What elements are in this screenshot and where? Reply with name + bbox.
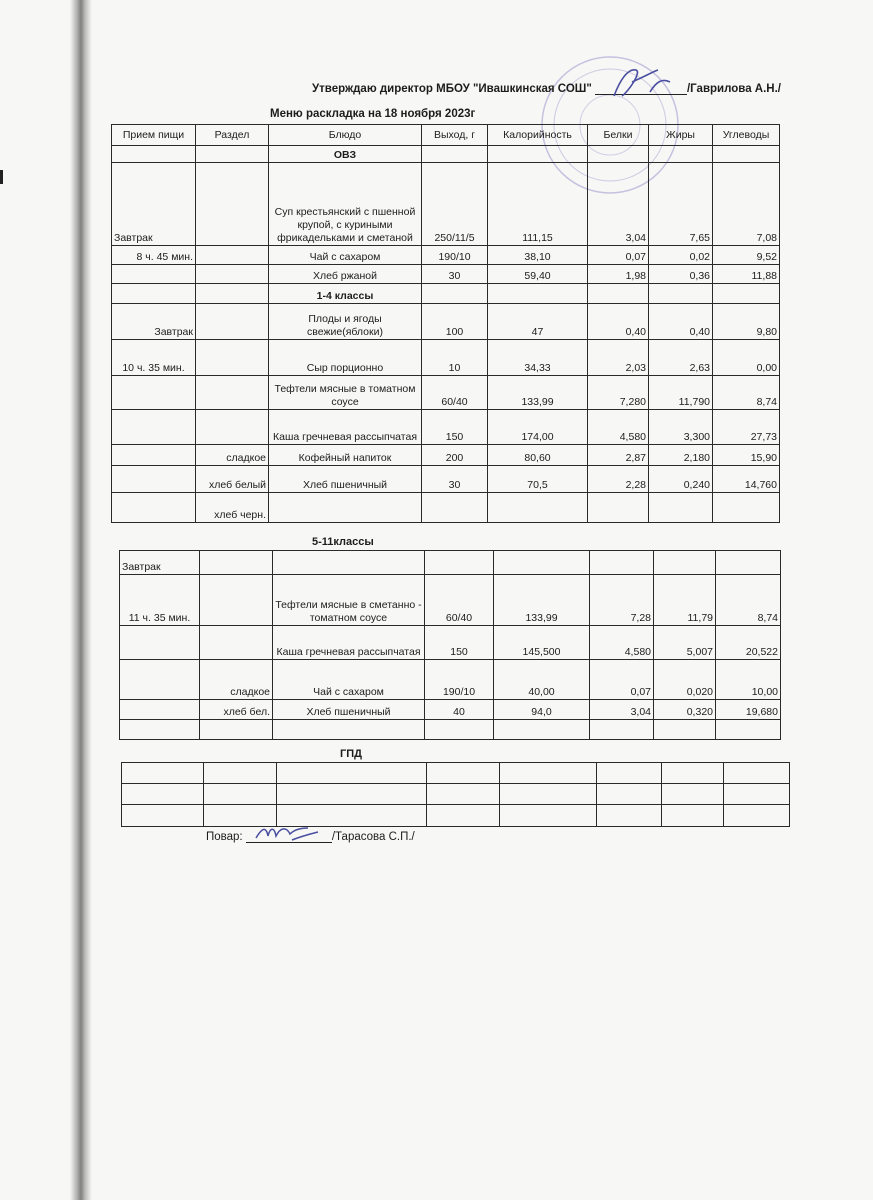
carbs: 20,522: [716, 626, 781, 660]
section: [200, 575, 273, 626]
fat: 2,63: [649, 340, 713, 376]
kcal: 59,40: [488, 265, 588, 284]
col-section: Раздел: [196, 125, 269, 146]
carbs: 9,52: [713, 246, 780, 265]
output: 60/40: [422, 376, 488, 410]
table-row: [112, 265, 780, 284]
section-row-ovz: [112, 146, 780, 163]
table-row: [120, 720, 781, 740]
carbs: 9,80: [713, 304, 780, 340]
table-row: [120, 626, 781, 660]
col-protein: Белки: [588, 125, 649, 146]
page-title: Меню раскладка на 18 ноября 2023г: [270, 108, 476, 120]
table-row: [122, 763, 790, 784]
cook-name: /Тарасова С.П./: [331, 831, 415, 843]
kcal: 40,00: [494, 660, 590, 700]
scan-corner-mark: [0, 170, 3, 184]
carbs: 8,74: [713, 376, 780, 410]
approval-text: Утверждаю директор МБОУ "Ивашкинская СОШ": [312, 83, 592, 95]
menu-table-5-11: [119, 550, 781, 740]
fat: 0,40: [649, 304, 713, 340]
dish: Тефтели мясные в томатном соусе: [269, 376, 422, 410]
protein: 4,580: [588, 410, 649, 445]
col-carbs: Углеводы: [713, 125, 780, 146]
carbs: 19,680: [716, 700, 781, 720]
dish: Хлеб пшеничный: [273, 700, 425, 720]
fat: 0,240: [649, 466, 713, 493]
table-row: [112, 445, 780, 466]
table-row: [112, 376, 780, 410]
meal-time: 10 ч. 35 мин.: [112, 340, 196, 376]
output: 150: [422, 410, 488, 445]
fat: 2,180: [649, 445, 713, 466]
section-gpd: ГПД: [340, 748, 362, 760]
table-row: [112, 493, 780, 523]
fat: 3,300: [649, 410, 713, 445]
carbs: 8,74: [716, 575, 781, 626]
kcal: 174,00: [488, 410, 588, 445]
kcal: 38,10: [488, 246, 588, 265]
carbs: 11,88: [713, 265, 780, 284]
meal-name: Завтрак: [112, 304, 196, 340]
menu-table-gpd: [121, 762, 790, 827]
fat: 11,790: [649, 376, 713, 410]
protein: 2,03: [588, 340, 649, 376]
output: 40: [425, 700, 494, 720]
protein: 7,28: [590, 575, 654, 626]
carbs: 7,08: [713, 163, 780, 246]
table-row: [112, 246, 780, 265]
kcal: 133,99: [488, 376, 588, 410]
fat: 11,79: [654, 575, 716, 626]
table-row: [120, 660, 781, 700]
dish: Сыр порционно: [269, 340, 422, 376]
table-row: [112, 410, 780, 445]
col-kcal: Калорийность: [488, 125, 588, 146]
dish: Хлеб пшеничный: [269, 466, 422, 493]
kcal: 94,0: [494, 700, 590, 720]
section-row-1-4: [112, 284, 780, 304]
fat: 7,65: [649, 163, 713, 246]
output: 200: [422, 445, 488, 466]
section: [196, 340, 269, 376]
carbs: 0,00: [713, 340, 780, 376]
table-row: [112, 466, 780, 493]
protein: 0,07: [588, 246, 649, 265]
protein: 4,580: [590, 626, 654, 660]
carbs: 15,90: [713, 445, 780, 466]
kcal: 34,33: [488, 340, 588, 376]
output: 10: [422, 340, 488, 376]
dish: Кофейный напиток: [269, 445, 422, 466]
fat: 5,007: [654, 626, 716, 660]
protein: 2,87: [588, 445, 649, 466]
output: 60/40: [425, 575, 494, 626]
table-row: [120, 700, 781, 720]
fat: 0,36: [649, 265, 713, 284]
section: сладкое: [196, 445, 269, 466]
section: сладкое: [200, 660, 273, 700]
director-signature: [606, 62, 676, 102]
cook-signature: [252, 818, 322, 848]
protein: 3,04: [590, 700, 654, 720]
fat: 0,020: [654, 660, 716, 700]
protein: 1,98: [588, 265, 649, 284]
table-row: [112, 340, 780, 376]
col-output: Выход, г: [422, 125, 488, 146]
dish: Суп крестьянский с пшенной крупой, с куриными фрикадельками и сметаной: [269, 163, 422, 246]
meal-time: 8 ч. 45 мин.: [112, 246, 196, 265]
dish: Плоды и ягоды свежие(яблоки): [269, 304, 422, 340]
protein: 7,280: [588, 376, 649, 410]
approval-line: [312, 82, 781, 95]
meal-name: Завтрак: [120, 551, 200, 575]
cook-label: Повар:: [206, 831, 243, 843]
output: 250/11/5: [422, 163, 488, 246]
table-header: [112, 125, 780, 146]
carbs: 10,00: [716, 660, 781, 700]
output: 150: [425, 626, 494, 660]
kcal: 80,60: [488, 445, 588, 466]
col-dish: Блюдо: [269, 125, 422, 146]
col-fat: Жиры: [649, 125, 713, 146]
output: 100: [422, 304, 488, 340]
meal-name: Завтрак: [112, 163, 196, 246]
output: 30: [422, 466, 488, 493]
table-row: [122, 805, 790, 827]
dish: Чай с сахаром: [269, 246, 422, 265]
carbs: 14,760: [713, 466, 780, 493]
protein: 3,04: [588, 163, 649, 246]
protein: 0,07: [590, 660, 654, 700]
section: хлеб белый: [196, 466, 269, 493]
dish: Тефтели мясные в сметанно - томатном соусе: [273, 575, 425, 626]
section: [196, 304, 269, 340]
fat: 0,02: [649, 246, 713, 265]
kcal: 47: [488, 304, 588, 340]
section-5-11: 5-11классы: [312, 536, 374, 548]
section-1-4: 1-4 классы: [269, 284, 422, 304]
meal-time: 11 ч. 35 мин.: [120, 575, 200, 626]
col-meal: Прием пищи: [112, 125, 196, 146]
dish: Каша гречневая рассыпчатая: [269, 410, 422, 445]
table-row: [122, 784, 790, 805]
protein: 0,40: [588, 304, 649, 340]
carbs: 27,73: [713, 410, 780, 445]
scan-edge-shadow: [70, 0, 92, 1200]
section: хлеб бел.: [200, 700, 273, 720]
table-row: [120, 575, 781, 626]
output: 190/10: [425, 660, 494, 700]
director-name: /Гаврилова А.Н./: [686, 83, 781, 95]
protein: 2,28: [588, 466, 649, 493]
section: [196, 410, 269, 445]
table-row: [112, 304, 780, 340]
section: хлеб черн.: [196, 493, 269, 523]
menu-table: [111, 124, 780, 523]
kcal: 145,500: [494, 626, 590, 660]
kcal: 111,15: [488, 163, 588, 246]
section: [196, 376, 269, 410]
fat: 0,320: [654, 700, 716, 720]
output: 190/10: [422, 246, 488, 265]
section-ovz: ОВЗ: [269, 146, 422, 163]
table-row: [120, 551, 781, 575]
output: 30: [422, 265, 488, 284]
dish: Чай с сахаром: [273, 660, 425, 700]
section: [200, 626, 273, 660]
dish: Хлеб ржаной: [269, 265, 422, 284]
kcal: 133,99: [494, 575, 590, 626]
dish: Каша гречневая рассыпчатая: [273, 626, 425, 660]
table-row: [112, 163, 780, 246]
kcal: 70,5: [488, 466, 588, 493]
